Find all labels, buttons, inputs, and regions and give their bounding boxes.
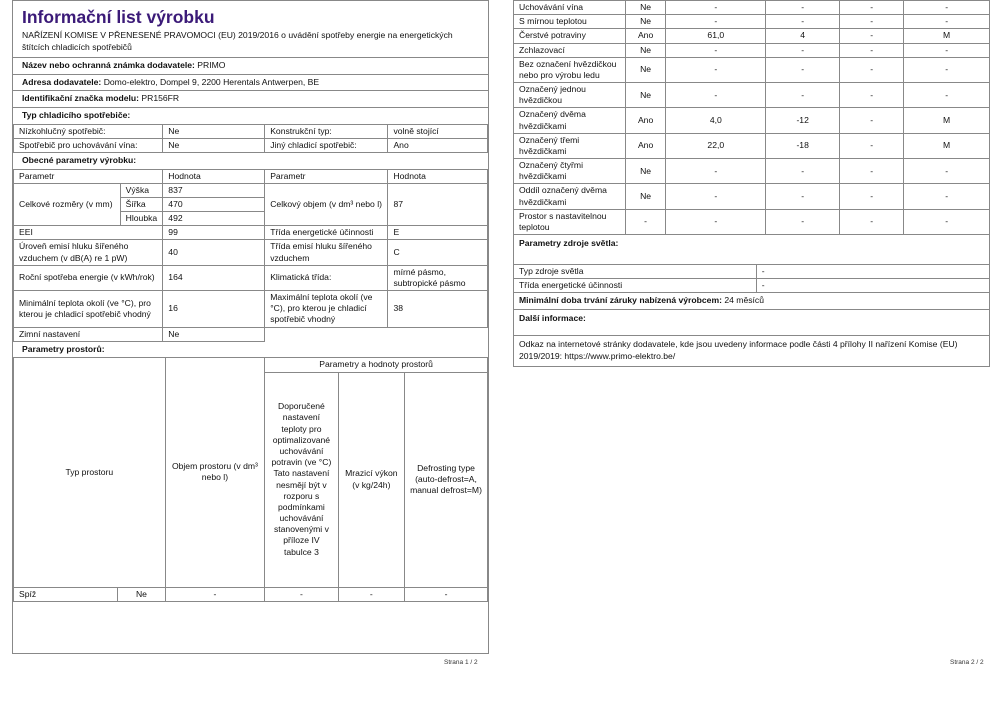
- address-label: Adresa dodavatele:: [22, 76, 102, 87]
- param-header: Parametr: [14, 169, 163, 183]
- param-value: 164: [163, 265, 265, 290]
- table-row: [514, 43, 990, 57]
- param-value: C: [388, 240, 488, 265]
- general-params-table: [13, 169, 488, 342]
- param-label: EEI: [14, 226, 163, 240]
- compartment-freeze: -: [840, 1, 904, 15]
- height-value: 837: [163, 183, 265, 197]
- compartment-volume: -: [666, 1, 766, 15]
- table-row: [14, 291, 488, 328]
- additional-info-heading: Další informace:: [514, 309, 989, 336]
- depth-label: Hloubka: [120, 212, 163, 226]
- depth-value: 492: [163, 212, 265, 226]
- compartment-volume: -: [666, 83, 766, 108]
- page-2: [513, 0, 990, 680]
- type-value: Ano: [388, 138, 488, 152]
- compartment-label: Označený jednou hvězdičkou: [514, 83, 626, 108]
- compartment-freeze: -: [840, 159, 904, 184]
- regulation-text: NAŘÍZENÍ KOMISE V PŘENESENÉ PRAVOMOCI (EU) 2019/2016 o uvádění spotřeby energie na energetických štítcích chladicích spotřebičů: [22, 30, 453, 52]
- table-row: [514, 278, 989, 292]
- address-value: Domo-elektro, Dompel 9, 2200 Herentals Antwerpen, BE: [103, 76, 320, 87]
- compartment-present: Ano: [625, 133, 665, 158]
- param-label: Maximální teplota okolí (ve °C), pro kterou je chladicí spotřebič vhodný: [265, 291, 388, 328]
- page-1: [12, 0, 489, 680]
- compartment-defrost: -: [904, 43, 990, 57]
- additional-info-text: Odkaz na internetové stránky dodavatele, kde jsou uvedeny informace podle části 4 přílohy II nařízení Komise (EU) 2019/2019: https://www.primo-elektro.be/: [514, 335, 989, 366]
- compartment-freeze: -: [840, 43, 904, 57]
- param-label: Třída emisí hluku šířeného vzduchem: [265, 240, 388, 265]
- compartment-temp: -: [766, 43, 840, 57]
- compartment-volume: 22,0: [666, 133, 766, 158]
- compartment-freeze: -: [840, 184, 904, 209]
- model-row: [13, 90, 488, 107]
- param-label: Třída energetické účinnosti: [265, 226, 388, 240]
- table-row: [514, 209, 990, 234]
- compartment-label: Označený třemi hvězdičkami: [514, 133, 626, 158]
- compartment-volume: -: [165, 587, 265, 601]
- freezing-capacity-header: Mrazicí výkon (v kg/24h): [338, 372, 404, 587]
- compartment-volume: -: [666, 209, 766, 234]
- table-row: [514, 29, 990, 43]
- compartment-volume: -: [666, 184, 766, 209]
- compartment-freeze: -: [840, 209, 904, 234]
- compartment-freeze: -: [840, 15, 904, 29]
- compartment-temp: -: [766, 15, 840, 29]
- compartment-label: Bez označení hvězdičkou nebo pro výrobu ledu: [514, 57, 626, 82]
- supplier-value: PRIMO: [197, 60, 226, 71]
- compartment-defrost: -: [405, 587, 488, 601]
- compartment-temp: -: [766, 83, 840, 108]
- table-row: [14, 265, 488, 290]
- light-label: Třída energetické účinnosti: [514, 278, 756, 292]
- compartment-label: Zchlazovací: [514, 43, 626, 57]
- param-label: Klimatická třída:: [265, 265, 388, 290]
- volume-value: 87: [388, 183, 488, 226]
- compartment-temp: -: [766, 184, 840, 209]
- compartment-label: Prostor s nastavitelnou teplotou: [514, 209, 626, 234]
- table-row: [14, 183, 488, 197]
- empty-cell: [265, 327, 488, 341]
- height-label: Výška: [120, 183, 163, 197]
- value-header: Hodnota: [388, 169, 488, 183]
- page-2-frame: [513, 0, 990, 367]
- compartment-defrost: -: [904, 159, 990, 184]
- compartment-defrost: M: [904, 133, 990, 158]
- compartment-defrost: -: [904, 15, 990, 29]
- param-value: 40: [163, 240, 265, 265]
- param-label: Úroveň emisí hluku šířeného vzduchem (v dB(A) re 1 pW): [14, 240, 163, 265]
- compartment-volume: -: [666, 57, 766, 82]
- compartment-defrost: -: [904, 83, 990, 108]
- compartment-temp: -: [766, 159, 840, 184]
- compartment-present: Ano: [625, 108, 665, 133]
- compartment-temp: -12: [766, 108, 840, 133]
- table-header-row: [14, 169, 488, 183]
- compartment-params-group-header: Parametry a hodnoty prostorů: [265, 358, 488, 372]
- volume-label: Celkový objem (v dm³ nebo l): [265, 183, 388, 226]
- compartment-freeze: -: [840, 83, 904, 108]
- page-number: Strana 1 / 2: [444, 659, 478, 666]
- compartment-defrost: -: [904, 209, 990, 234]
- compartment-freeze: -: [840, 57, 904, 82]
- light-value: -: [756, 278, 989, 292]
- compartment-label: S mírnou teplotou: [514, 15, 626, 29]
- model-label: Identifikační značka modelu:: [22, 93, 139, 104]
- type-label: Jiný chladicí spotřebič:: [265, 138, 388, 152]
- table-row: [514, 264, 989, 278]
- appliance-type-table: [13, 124, 488, 153]
- type-label: Spotřebič pro uchovávání vína:: [14, 138, 163, 152]
- compartment-temp: -: [265, 587, 338, 601]
- compartment-temp: 4: [766, 29, 840, 43]
- type-value: Ne: [163, 124, 265, 138]
- compartment-present: Ne: [625, 1, 665, 15]
- table-row: [14, 587, 488, 601]
- compartment-present: Ano: [625, 29, 665, 43]
- light-label: Typ zdroje světla: [514, 264, 756, 278]
- compartment-type-header: Typ prostoru: [14, 358, 166, 587]
- light-source-section: [513, 235, 990, 367]
- compartment-volume: 4,0: [666, 108, 766, 133]
- compartments-table: [513, 0, 990, 235]
- compartment-label: Označený čtyřmi hvězdičkami: [514, 159, 626, 184]
- light-value: -: [756, 264, 989, 278]
- general-params-heading: Obecné parametry výrobku:: [22, 154, 137, 165]
- compartment-label: Čerstvé potraviny: [514, 29, 626, 43]
- compartment-label: Uchovávání vína: [514, 1, 626, 15]
- recommended-temp-header: Doporučené nastavení teploty pro optimalizované uchovávání potravin (ve °C) Tato nastavení nesmějí být v rozporu s podmínkami uchovávání stanovenými v příloze IV tabulce 3: [265, 372, 338, 587]
- table-row: [514, 133, 990, 158]
- compartment-label: Označený dvěma hvězdičkami: [514, 108, 626, 133]
- table-row: [514, 83, 990, 108]
- compartment-freeze: -: [840, 29, 904, 43]
- compartment-temp: -: [766, 57, 840, 82]
- width-label: Šířka: [120, 197, 163, 211]
- supplier-row: [13, 57, 488, 74]
- light-source-table: [514, 264, 989, 293]
- table-row: [514, 184, 990, 209]
- page-1-frame: [12, 0, 489, 654]
- compartment-present: Ne: [625, 184, 665, 209]
- compartment-volume-header: Objem prostoru (v dm³ nebo l): [165, 358, 265, 587]
- appliance-type-heading: Typ chladicího spotřebiče:: [13, 107, 488, 124]
- type-label: Nízkohlučný spotřebič:: [14, 124, 163, 138]
- table-row: [514, 159, 990, 184]
- compartment-freeze: -: [840, 108, 904, 133]
- param-value: 99: [163, 226, 265, 240]
- table-row: [514, 1, 990, 15]
- compartment-label: Oddíl označený dvěma hvězdičkami: [514, 184, 626, 209]
- model-value: PR156FR: [141, 93, 180, 104]
- page-number: Strana 2 / 2: [950, 659, 984, 666]
- table-row: [514, 57, 990, 82]
- table-header-row: [14, 358, 488, 372]
- compartment-label: Spíž: [14, 587, 118, 601]
- param-value: 38: [388, 291, 488, 328]
- compartment-volume: 61,0: [666, 29, 766, 43]
- winter-setting-value: Ne: [163, 327, 265, 341]
- compartment-defrost: -: [904, 57, 990, 82]
- light-source-heading: Parametry zdroje světla:: [519, 238, 619, 249]
- document-title: Informační list výrobku: [22, 7, 215, 27]
- compartment-volume: -: [666, 159, 766, 184]
- compartment-present: -: [625, 209, 665, 234]
- warranty-row: [514, 293, 989, 309]
- param-value: 16: [163, 291, 265, 328]
- compartment-defrost: M: [904, 108, 990, 133]
- param-value: mírné pásmo, subtropické pásmo: [388, 265, 488, 290]
- compartment-temp: -18: [766, 133, 840, 158]
- compartment-defrost: -: [904, 1, 990, 15]
- table-row: [14, 124, 488, 138]
- param-value: E: [388, 226, 488, 240]
- compartments-header-table: [13, 357, 488, 601]
- winter-setting-label: Zimní nastavení: [14, 327, 163, 341]
- warranty-label: Minimální doba trvání záruky nabízená výrobcem:: [519, 295, 722, 306]
- compartment-present: Ne: [625, 57, 665, 82]
- compartments-heading: Parametry prostorů:: [22, 343, 105, 354]
- compartment-temp: -: [766, 209, 840, 234]
- compartment-volume: -: [666, 43, 766, 57]
- compartment-freeze: -: [840, 133, 904, 158]
- param-header: Parametr: [265, 169, 388, 183]
- table-row: [514, 108, 990, 133]
- table-row: [14, 327, 488, 341]
- compartment-present: Ne: [625, 15, 665, 29]
- defrosting-type-header: Defrosting type (auto-defrost=A, manual defrost=M): [405, 372, 488, 587]
- table-row: [14, 240, 488, 265]
- dimensions-label: Celkové rozměry (v mm): [14, 183, 121, 226]
- compartment-present: Ne: [118, 587, 165, 601]
- compartment-temp: -: [766, 1, 840, 15]
- supplier-label: Název nebo ochranná známka dodavatele:: [22, 60, 195, 71]
- compartment-present: Ne: [625, 159, 665, 184]
- compartment-defrost: -: [904, 184, 990, 209]
- address-row: [13, 74, 488, 91]
- compartment-freeze: -: [338, 587, 404, 601]
- compartment-volume: -: [666, 15, 766, 29]
- param-label: Roční spotřeba energie (v kWh/rok): [14, 265, 163, 290]
- table-row: [514, 15, 990, 29]
- value-header: Hodnota: [163, 169, 265, 183]
- table-row: [14, 138, 488, 152]
- warranty-value: 24 měsíců: [724, 295, 765, 306]
- type-value: Ne: [163, 138, 265, 152]
- table-row: [14, 226, 488, 240]
- compartment-defrost: M: [904, 29, 990, 43]
- compartment-present: Ne: [625, 83, 665, 108]
- param-label: Minimální teplota okolí (ve °C), pro kterou je chladicí spotřebič vhodný: [14, 291, 163, 328]
- compartment-present: Ne: [625, 43, 665, 57]
- width-value: 470: [163, 197, 265, 211]
- type-value: volně stojící: [388, 124, 488, 138]
- type-label: Konstrukční typ:: [265, 124, 388, 138]
